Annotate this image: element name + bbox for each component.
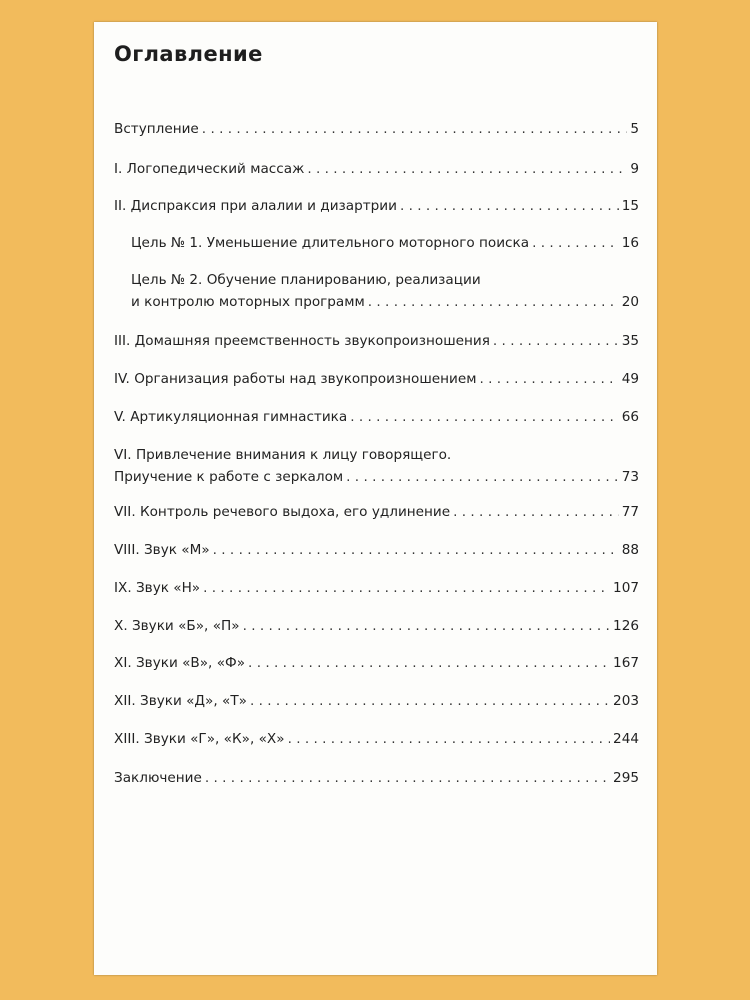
toc-entry-page: 9 — [630, 161, 639, 177]
leader-dots — [205, 767, 610, 789]
toc-entry-chapter-12 — [114, 690, 639, 712]
toc-entry-page: 5 — [630, 121, 639, 137]
leader-dots — [350, 406, 618, 428]
toc-entry-text: XII. Звуки «Д», «Т» — [114, 693, 247, 709]
leader-dots — [532, 232, 619, 254]
toc-entry-page: 16 — [621, 235, 639, 251]
leader-dots — [203, 577, 610, 599]
toc-entry-text: X. Звуки «Б», «П» — [114, 618, 240, 634]
toc-entry-chapter-4 — [114, 368, 639, 390]
toc-entry-page: 35 — [621, 333, 639, 349]
toc-entry-text: II. Диспраксия при алалии и дизартрии — [114, 198, 397, 214]
leader-dots — [493, 330, 619, 352]
toc-entry-chapter-1 — [114, 158, 639, 180]
toc-entry-conclusion — [114, 767, 639, 789]
toc-entry-chapter-5 — [114, 406, 639, 428]
toc-entry-text: VII. Контроль речевого выдоха, его удлинение — [114, 504, 451, 520]
toc-entry-page: 20 — [621, 294, 639, 310]
page-title: Оглавление — [114, 42, 263, 66]
leader-dots — [213, 539, 619, 561]
leader-dots — [250, 690, 610, 712]
toc-entry-text: Цель № 1. Уменьшение длительного моторного поиска — [131, 235, 530, 251]
leader-dots — [202, 118, 628, 140]
toc-entry-page: 49 — [621, 371, 639, 387]
toc-entry-chapter-6 — [114, 444, 639, 488]
toc-entry-text: XI. Звуки «В», «Ф» — [114, 655, 246, 671]
leader-dots — [453, 501, 619, 523]
toc-entry-page: 88 — [621, 542, 639, 558]
leader-dots — [307, 158, 627, 180]
toc-entry-chapter-9 — [114, 577, 639, 599]
toc-entry-chapter-11 — [114, 652, 639, 674]
toc-entry-page: 203 — [613, 693, 639, 709]
toc-entry-page: 167 — [613, 655, 639, 671]
toc-entry-goal-1 — [131, 232, 639, 254]
leader-dots — [288, 728, 610, 750]
toc-entry-chapter-3 — [114, 330, 639, 352]
toc-entry-text: V. Артикуляционная гимнастика — [114, 409, 348, 425]
toc-entry-page: 15 — [621, 198, 639, 214]
toc-entry-text: Вступление — [114, 121, 199, 137]
toc-entry-chapter-13 — [114, 728, 639, 750]
toc-entry-text: Заключение — [114, 770, 202, 786]
book-page — [94, 22, 657, 975]
toc-entry-chapter-7 — [114, 501, 639, 523]
toc-entry-page: 73 — [621, 469, 639, 485]
toc-entry-text: IV. Организация работы над звукопроизношением — [114, 371, 477, 387]
leader-dots — [346, 466, 619, 488]
leader-dots — [243, 615, 610, 637]
toc-entry-chapter-8 — [114, 539, 639, 561]
leader-dots — [480, 368, 619, 390]
leader-dots — [248, 652, 610, 674]
toc-entry-page: 244 — [613, 731, 639, 747]
toc-entry-text: VIII. Звук «М» — [114, 542, 210, 558]
toc-entry-page: 107 — [613, 580, 639, 596]
toc-entry-text: Приучение к работе с зеркалом — [114, 469, 344, 485]
toc-entry-text: и контролю моторных программ — [131, 294, 365, 310]
toc-entry-text: IX. Звук «Н» — [114, 580, 201, 596]
toc-entry-page: 295 — [613, 770, 639, 786]
leader-dots — [368, 291, 619, 313]
toc-entry-chapter-2 — [114, 195, 639, 217]
toc-entry-text: XIII. Звуки «Г», «К», «Х» — [114, 731, 285, 747]
toc-entry-page: 66 — [621, 409, 639, 425]
toc-entry-first-line: Цель № 2. Обучение планированию, реализации — [131, 272, 481, 288]
toc-entry-goal-2 — [131, 269, 639, 313]
toc-entry-chapter-10 — [114, 615, 639, 637]
toc-entry-page: 77 — [621, 504, 639, 520]
toc-entry-first-line: VI. Привлечение внимания к лицу говорящего. — [114, 447, 452, 463]
toc-entry-text: I. Логопедический массаж — [114, 161, 305, 177]
toc-entry-introduction — [114, 118, 639, 140]
toc-entry-text: III. Домашняя преемственность звукопроизношения — [114, 333, 490, 349]
toc-entry-page: 126 — [613, 618, 639, 634]
leader-dots — [400, 195, 619, 217]
